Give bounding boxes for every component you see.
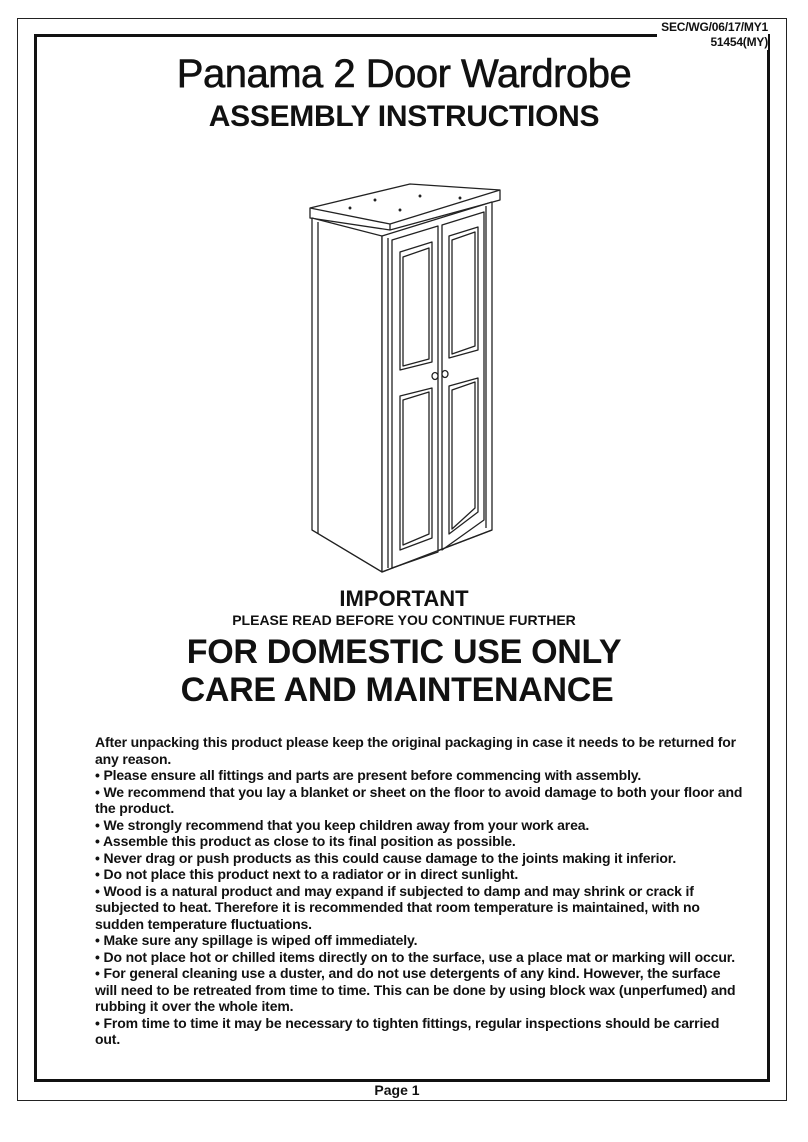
instruction-item: • We strongly recommend that you keep children away from your work area. — [95, 816, 590, 833]
instruction-item: • Make sure any spillage is wiped off immediately. — [95, 932, 418, 948]
instructions-intro: After unpacking this product please keep the original packaging in case it needs to be returned for any reason. — [95, 734, 736, 767]
instruction-item: • For general cleaning use a duster, and do not use detergents of any kind. However, the surface will need to be retreated from time to time. This can be done by using block wax (unperfumed) and rubbing it over the whole item. — [95, 965, 736, 1014]
important-heading: IMPORTANT — [339, 586, 469, 611]
document-code-line-1: SEC/WG/06/17/MY1 — [661, 20, 768, 34]
wardrobe-illustration-icon — [300, 178, 510, 578]
care-maintenance-heading: CARE AND MAINTENANCE — [180, 671, 614, 709]
instruction-item: • Never drag or push products as this could cause damage to the joints making it inferior. — [95, 849, 677, 866]
instruction-item: • From time to time it may be necessary to tighten fittings, regular inspections should be carried out. — [95, 1014, 720, 1047]
document-code — [657, 20, 768, 50]
instruction-item: • Assemble this product as close to its final position as possible. — [95, 833, 516, 849]
page-title: Panama 2 Door Wardrobe — [176, 52, 632, 96]
domestic-use-heading: FOR DOMESTIC USE ONLY — [186, 633, 622, 671]
page-subtitle: ASSEMBLY INSTRUCTIONS — [208, 100, 600, 133]
instruction-item: • Please ensure all fittings and parts are present before commencing with assembly. — [95, 767, 642, 783]
instruction-item: • We recommend that you lay a blanket or sheet on the floor to avoid damage to both your floor and the product. — [95, 783, 743, 816]
care-instructions — [95, 734, 745, 1048]
page-number: Page 1 — [374, 1082, 420, 1098]
instruction-item: • Do not place this product next to a radiator or in direct sunlight. — [95, 866, 519, 882]
instruction-item: • Wood is a natural product and may expand if subjected to damp and may shrink or crack if subjected to heat. Therefore it is recommended that room temperature is maintained, with no sudden temperature fluctuations. — [95, 882, 700, 932]
read-before-notice: PLEASE READ BEFORE YOU CONTINUE FURTHER — [232, 612, 576, 628]
instruction-item: • Do not place hot or chilled items directly on to the surface, use a place mat or marking will occur. — [95, 948, 735, 965]
document-code-line-2: 51454(MY) — [710, 35, 768, 49]
